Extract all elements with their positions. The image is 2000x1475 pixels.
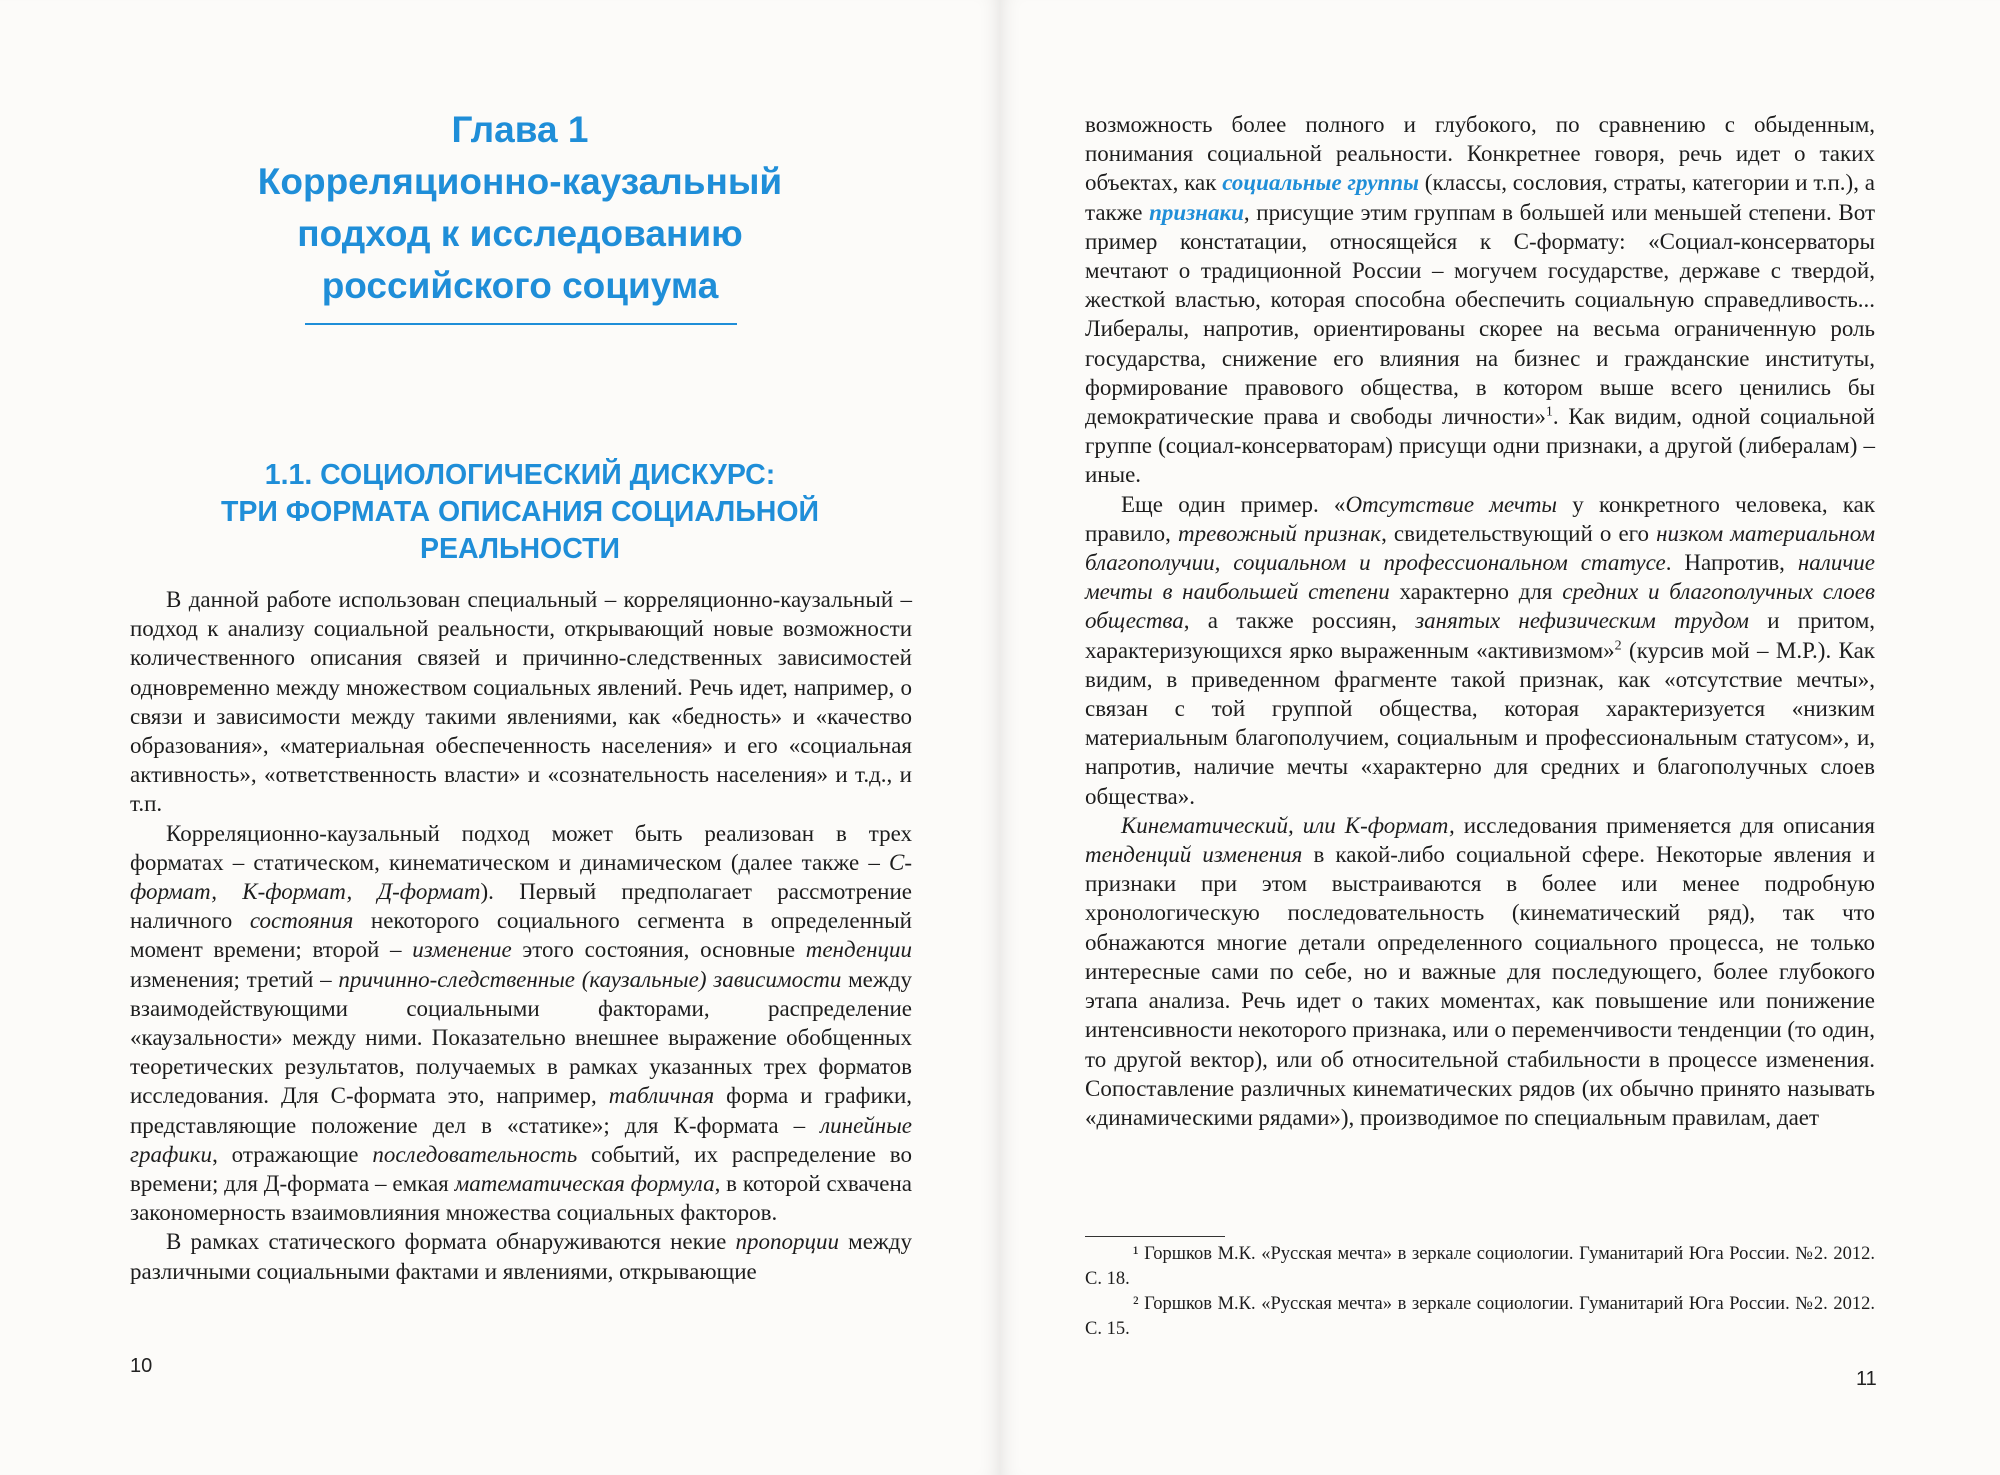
section-title-line: ТРИ ФОРМАТА ОПИСАНИЯ СОЦИАЛЬНОЙ [220,496,819,528]
chapter-underline [305,323,737,325]
section-title-line: 1.1. СОЦИОЛОГИЧЕСКИЙ ДИСКУРС: [264,459,776,491]
right-body-text [1085,110,1875,1132]
footnote: ¹ Горшков М.К. «Русская мечта» в зеркале социологии. Гуманитарий Юга России. №2. 2012. С. 18. [1085,1244,1875,1289]
footnote-ref: 1 [1545,404,1553,420]
footnote: ² Горшков М.К. «Русская мечта» в зеркале социологии. Гуманитарий Юга России. №2. 2012. С. 15. [1085,1294,1875,1339]
footnotes [1085,1242,1875,1342]
paragraph: Кинематический, или К-формат, исследования применяется для описания тенденций изменения в какой-либо социальной сфере. Некоторые явления и признаки при этом выстраиваются в более или менее подробную хронологическую последовательность (кинематический ряд), так что обнажаются многие детали определенного социального процесса, не только интересные сами по себе, но и важные для последующего, более глубокого этапа анализа. Речь идет о таких моментах, как повышение или понижение интенсивности некоторого признака, или о переменчивости тенденции (то один, то другой вектор), или об относительной стабильности в процессе изменения. Сопоставление различных кинематических рядов (их обычно принято называть «динамическими рядами»), производимое по специальным правилам, дает [1085,812,1876,1130]
highlighted-term: признаки [1149,199,1244,225]
chapter-title-line: российского социума [321,265,719,306]
page-number: 11 [1856,1368,1877,1390]
right-page [1000,0,2000,1475]
paragraph: Корреляционно-каузальный подход может быть реализован в трех форматах – статическом, кинематическом и динамическом (далее также – С-формат, К-формат, Д-формат). Первый предполагает рассмотрение наличного состояния некоторого социального сегмента в определенный момент времени; второй – изменение этого состояния, основные тенденции изменения; третий – причинно-следственные (каузальные) зависимости между взаимодействующими социальными факторами, распределение «каузальности» между ними. Показательно внешнее выражение обобщенных теоретических результатов, получаемых в рамках указанных трех форматов исследования. Для С-формата это, например, табличная форма и графики, представляющие положение дел в «статике»; для К-формата – линейные графики, отражающие последовательность событий, их распределение во времени; для Д-формата – емкая математическая формула, в которой схвачена закономерность взаимовлияния множества социальных факторов. [130,820,912,1226]
section-title-line: РЕАЛЬНОСТИ [420,533,620,565]
chapter-number: Глава 1 [451,109,589,150]
paragraph: В данной работе использован специальный – корреляционно-каузальный – подход к анализу социальной реальности, открывающий новые возможности количественного описания связей и причинно-следственных зависимостей одновременно между множеством социальных явлений. Речь идет, например, о связи и зависимости между такими явлениями, как «бедность» и «качество образования», «материальная обеспеченность населения» и его «социальная активность», «ответственность власти» и «сознательность населения» и т.д., и т.п. [130,587,912,817]
footnote-separator [1085,1236,1225,1237]
left-body-text [130,585,912,1286]
chapter-title-line: подход к исследованию [297,213,743,254]
chapter-title-line: Корреляционно-каузальный [257,161,783,202]
section-heading [180,457,860,568]
paragraph: возможность более полного и глубокого, по сравнению с обыденным, понимания социальной реальности. Конкретнее говоря, речь идет о таких объектах, как социальные группы (классы, сословия, страты, категории и т.п.), а также признаки, присущие этим группам в большей или меньшей степени. Вот пример констатации, относящейся к С-формату: «Социал-консерваторы мечтают о традиционной России – могучем государстве, державе с твердой, жесткой властью, которая способна обеспечить социальную справедливость... Либералы, напротив, ориентированы скорее на весьма ограниченную роль государства, снижение его влияния на бизнес и гражданские институты, формирование правового общества, в котором выше всего ценились бы демократические права и свободы личности»$^1$. Как видим, одной социальной группе (социал-консерваторам) присущи одни признаки, а другой (либералам) – иные. [1085,112,1875,488]
footnote-ref: 2 [1614,638,1622,653]
paragraph: В рамках статического формата обнаруживаются некие пропорции между различными социальными фактами и явлениями, открывающие [130,1229,913,1284]
chapter-heading [200,104,840,312]
paragraph: Еще один пример. «Отсутствие мечты у конкретного человека, как правило, тревожный признак, свидетельствующий о его низком материальном благополучии, социальном и профессиональном статусе. Напротив, наличие мечты в наибольшей степени характерно для средних и благополучных слоев общества, а также россиян, занятых нефизическим трудом и притом, характеризующихся ярко выраженным «активизмом»$^2$ (курсив мой – М.Р.). Как видим, в приведенном фрагменте такой признак, как «отсутствие мечты», связан с той группой общества, которая характеризуется «низким материальным благополучием, социальным и профессиональным статусом», и, напротив, наличие мечты «характерно для средних и благополучных слоев общества». [1085,491,1876,809]
page-number: 10 [130,1355,153,1377]
highlighted-term: социальные группы [1222,170,1419,196]
